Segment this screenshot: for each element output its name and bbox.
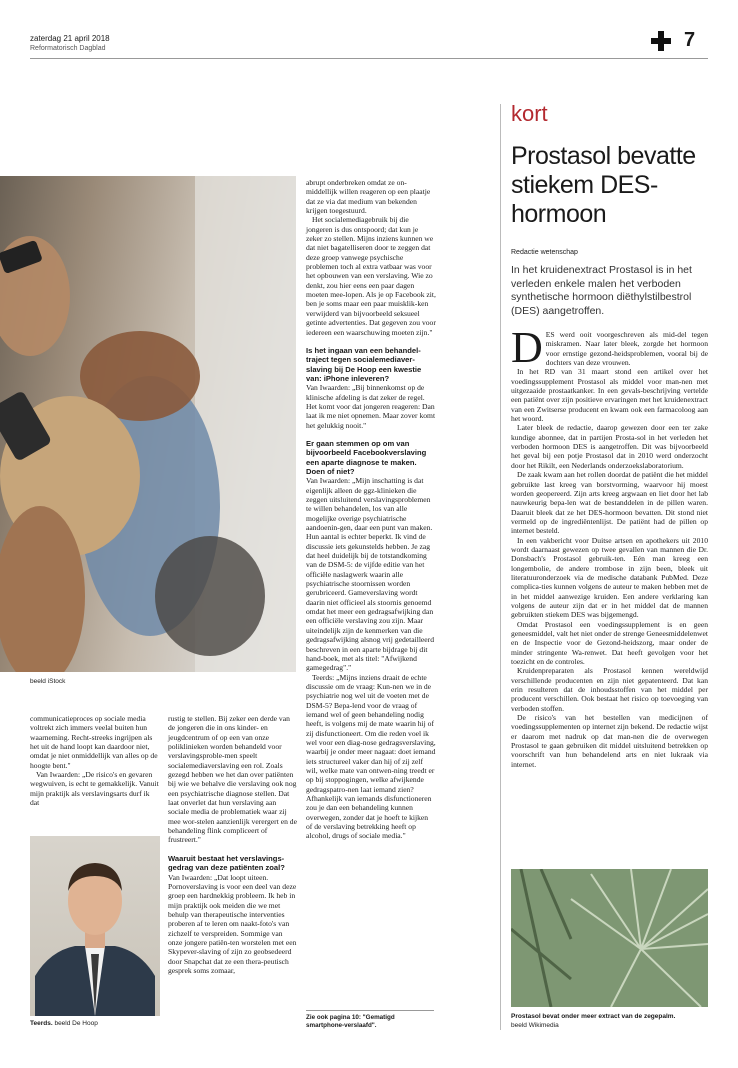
see-also-reference: Zie ook pagina 10: "Gematigd smartphone-verslaafd".	[306, 1010, 434, 1030]
paragraph: Van Iwaarden: „Mijn inschatting is dat eigenlijk alleen de ggz-klinieken die zeggen uitsluitend verslavingsproblemen te willen behandelen, los van alle mogelijke overige psychiatrische aandoenin-gen, daar een punt van maken. Hun aantal is echter beperkt. Ik vind de discussie iets gekunstelds hebben. Je zag dat heel duidelijk bij de totstandkoming van de DSM-5: de vijfde editie van het officiële naslagwerk waarin alle psychiatrische stoornissen worden gerubriceerd. Gameverslaving wordt daarin niet officieel als stoornis genoemd omdat het meer een gedragsafwijking dan een officiële verslaving zou zijn. Maar uiteindelijk zijn de kenmerken van die gedragsafwijking alsnog vrij gedetailleerd beschreven in een aparte bijdrage bij dit hand-boek, met als titel: "Afwijkend gamegedrag"."	[306, 476, 434, 673]
interview-question: Is het ingaan van een behandel-traject tegen socialemediaver-slaving bij De Hoop een kwestie van: iPhone inleveren?	[306, 345, 422, 383]
paragraph: Omdat Prostasol een voedingssupplement is en geen geneesmiddel, valt het niet onder de strenge Geneesmiddelenwet en de Inspectie voor de Gezond-heidszorg, maar onder de minder stringente Wa-renwet. Dat heeft gevolgen voor het toezicht en de controles.	[511, 619, 708, 667]
paragraph: Van Iwaarden: „Dat loopt uiteen. Pornoverslaving is voor een deel van deze groep een hardnekkig probleem. Ik heb in mijn praktijk ook meiden die we met behulp van therapeutische interventies proberen af te leren om naakt-foto's van zichzelf te verspreiden. Sommige van onze jongere patiën-ten worstelen met een Skypever-slaving of zijn zo geobsedeerd door Snapchat dat ze een thera-peutisch gesprek soms zomaar,	[168, 872, 297, 975]
smartphone-users-illustration	[0, 176, 296, 672]
paragraph: Van Iwaarden: „De risico's en gevaren wegwuiven, is echt te gemakkelijk. Vanuit mijn praktijk als verslavingsarts durf ik dat	[30, 770, 159, 808]
paragraph: De risico's van het bestellen van medicijnen of voedingssupplementen op internet zijn bekend. De redactie wijst er daarom met nadruk op dat man-nen die de overwegen Prostasol te gaan gebruiken dit middel uitsluitend betrekken op voorschrift van hun behandelend arts en niet lukraak via internet.	[511, 713, 708, 769]
issue-date: zaterdag 21 april 2018	[30, 34, 110, 43]
palm-leaves-illustration	[511, 869, 708, 1007]
plus-icon	[651, 31, 671, 51]
portrait-illustration	[30, 836, 160, 1016]
column-divider	[500, 104, 501, 1030]
header-rule	[30, 58, 708, 59]
paragraph: rustig te stellen. Bij zeker een derde van de jongeren die in ons kinder- en jeugdcentrum of op een van onze poliklinieken worden behandeld voor verslavingsproble-men speelt socialemediaverslaving een rol. Zoals gezegd hebben we het dan over patiënten bij wie we behalve die verslaving ook nog een psychiatrische diagnose stellen. Dat laat onverlet dat hun verslaving aan sociale media de problematiek waar zij mee wor-stelen aanzienlijk verergert en de behandeling flink compliceert of frustreert."	[168, 714, 297, 845]
newspaper-name: Reformatorisch Dagblad	[30, 45, 106, 52]
paragraph: Later bleek de redactie, daarop gewezen door een ter zake kundige abonnee, dat in partijen Prosta-sol in het verleden het verboden hormoon DES is aangetroffen. Dit was bijvoorbeeld het geval bij een potje Prostasol dat in 2010 werd onderzocht door het Rikilt, een Nederlands onderzoekslaboratorium.	[511, 423, 708, 470]
main-photo	[0, 176, 296, 672]
paragraph: Van Iwaarden: „Bij binnenkomst op de klinische afdeling is dat zeker de regel. Het komt voor dat jongeren reageren: Dan laat ik me niet opnemen. Maar zover komt het gelukkig nooit."	[306, 383, 436, 430]
page-number: 7	[684, 29, 696, 51]
paragraph: abrupt onderbreken omdat ze on-middellijk willen reageren op een plaatje dat ze via dat medium van bekenden krijgen toegestuurd.	[306, 178, 431, 216]
article-column-2	[168, 714, 298, 975]
paragraph: Teerds: „Mijns inziens draait de echte discussie om de vraag: Kun-nen we in de psychiatrie nog wel uit de voeten met de DSM-5? Bepa-lend voor de vraag of iemand wel of geen behandeling nodig heeft, is volgens mij de mate waarin hij of zij disfunctioneert. Om die reden voel ik wel voor een diag-nose gedragsverslaving, waarbij je onder meer nagaat: doet iemand iets structureel vaker dan hij of zij zelf wil, welke mate van ontwen-ning treedt er op bij stoppogingen, welke afwijkende gedragspatro-nen laat iemand zien? Afhankelijk van iemands disfunctioneren zou je dan een behandeling kunnen overwegen, zonder dat je hoeft te kijken of de verslaving betrekking heeft op alcohol, drugs of sociale media."	[306, 672, 436, 841]
paragraph: De zaak kwam aan het rollen doordat de patiënt die het middel gebruikte last kreeg van borstvorming, waarvoor hij moest worden geopereerd. Zijn arts kreeg argwaan en liet door het lab nauwkeurig bepa-len wat de bestanddelen in de pillen waren. Daaruit bleek dat ze het DES-hormoon bevatten. Dit stond niet vermeld op de ingrediëntenlijst. De patiënt had de pillen op internet besteld.	[511, 470, 708, 536]
sidebar-body	[511, 323, 708, 769]
article-column-1	[30, 714, 160, 807]
interview-question: Er gaan stemmen op om van bijvoorbeeld Facebookverslaving een aparte diagnose te maken. Doen of niet?	[306, 438, 427, 476]
portrait-credit: beeld De Hoop	[54, 1020, 98, 1027]
paragraph: Kruidenpreparaten als Prostasol kennen wereldwijd verschillende producenten en zijn niet gepatenteerd. Dat kan erin resulteren dat de inhoudsstoffen van het middel per producent verschillen. Ook bestaat het risico op toevoeging van verboden stoffen.	[511, 666, 708, 713]
paragraph: In een vakbericht voor Duitse artsen en apothekers uit 2010 wordt daarnaast gewezen op twee gevallen van mannen die Dr. Donsbach's Prostasol gebruik-ten. Eén man kreeg een longembolie, de andere trombose in zijn been, bleek uit literatuuronderzoek via de medische databank PubMed. Deze complica-ties kunnen volgens de auteur te maken hebben met de in het middel aanwezige kruiden. Een andere verklaring kan volgens de auteur zijn dat er in het middel dat de mannen gebruikten stiekem DES was bijgemengd.	[511, 535, 708, 620]
portrait-photo	[30, 836, 160, 1016]
sidebar-headline: Prostasol bevatte stiekem DES-hormoon	[511, 142, 696, 228]
portrait-caption	[30, 1020, 98, 1027]
article-column-3	[306, 178, 436, 841]
palm-photo-caption: Prostasol bevat onder meer extract van de zegepalm.	[511, 1013, 676, 1020]
sidebar-byline: Redactie wetenschap	[511, 249, 578, 256]
paragraph: In het RD van 31 maart stond een artikel over het voedingssupplement Prostasol als middel voor man-nen met uitgezaaide prostaatkanker. In een gevals-beschrijving vertelde een patiënt over zijn positieve ervaringen met het kruidenextract van een Zwitserse producent en kwam ook een farmacoloog aan het woord.	[511, 367, 708, 424]
interview-question: Waaruit bestaat het verslavings-gedrag van deze patiënten zoal?	[168, 853, 285, 873]
main-photo-caption: beeld iStock	[30, 678, 66, 685]
first-paragraph: DES werd ooit voorgeschreven als mid-del tegen miskramen. Naar later bleek, zorgde het hormoon voor ernstige gezond-heidsproblemen, vooral bij de dochters van deze vrouwen.	[511, 323, 708, 372]
palm-photo	[511, 869, 708, 1007]
section-kicker: kort	[511, 101, 548, 126]
paragraph: Het socialemediagebruik bij die jongeren is dus ontspoord; dat kun je zeker zo stellen. Mijns inziens kunnen we dat niet bagatelliseren door te zeggen dat deze groep vanwege psychische problemen toch al extra vatbaar was voor het opbouwen van een verslaving. Wie zo denkt, zou hier eens een paar dagen moeten mee-lopen. Als je op Facebook zit, ben je soms maar een paar muisklik-ken verwijderd van bijvoorbeeld seksueel getinte advertenties. Dat gegeven zou voor iedereen een waarschuwing moeten zijn."	[306, 215, 436, 337]
drop-cap: D	[511, 323, 543, 372]
palm-photo-credit: beeld Wikimedia	[511, 1022, 559, 1029]
portrait-name: Teerds.	[30, 1020, 53, 1027]
sidebar-lead: In het kruidenextract Prostasol is in het verleden enkele malen het verboden synthetische hormoon diëthylstilbestrol (DES) aangetroffen.	[511, 264, 692, 317]
paragraph: communicatieproces op sociale media voltrekt zich immers veelal buiten hun waarneming. Recht-streeks ingrijpen als het uit de hand loopt kan daardoor niet, omdat je niet onmiddellijk van alles op de hoogte bent."	[30, 714, 158, 770]
